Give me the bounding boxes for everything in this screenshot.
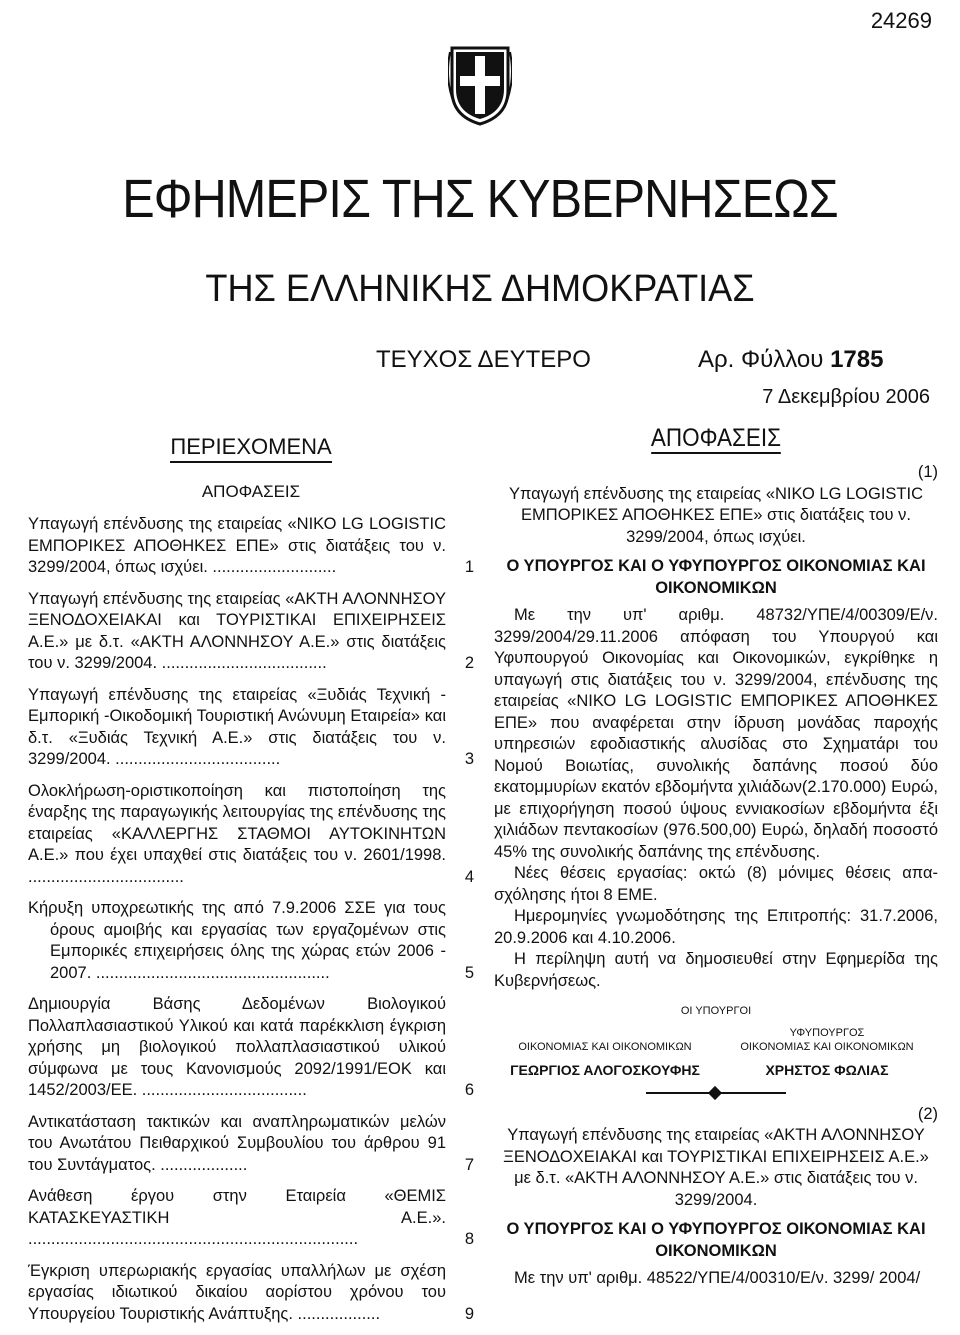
- toc-entry[interactable]: Ανάθεση έργου στην Εταιρεία «ΘΕΜΙΣ ΚΑΤΑΣΚΕΥΑΣΤΙΚΗ Α.Ε.». ........................................................................ 8: [28, 1187, 474, 1248]
- greek-coat-of-arms-icon: [448, 42, 512, 126]
- decision-paragraph: Με την υπ' αριθμ. 48522/ΥΠΕ/4/00310/Ε/ν. 3299/ 2004/: [514, 1269, 921, 1287]
- toc-entry[interactable]: Υπαγωγή επένδυσης της εταιρείας «Ξυδιάς Τεχνική ‑ Εμπορική ‑Οικοδομική Τουριστική Ανώνυμη Εταιρεία» και δ.τ. «Ξυδιάς Τεχνική Α.Ε.» στις διατάξεις του ν. 3299/2004. .................................... 3: [28, 685, 474, 768]
- page-number: 24269: [870, 8, 932, 33]
- signer-name: ΧΡΗΣΤΟΣ ΦΩΛΙΑΣ: [765, 1062, 889, 1078]
- toc-entry[interactable]: Αντικατάσταση τακτικών και αναπληρωματικών μελών του Ανωτάτου Πειθαρχικού Συμβουλίου του άρθρου 91 του Συντάγματος. ................... 7: [28, 1112, 474, 1174]
- decision-paragraph: Με την υπ' αριθμ. 48732/ΥΠΕ/4/00309/Ε/ν. 3299/2004/29.11.2006 απόφαση του Υπουργού και Υφυπουργού Οικονομίας και Οικονομικών, εγκρίθηκε η υπαγωγή στις διατάξεις του ν. 3299/2004, επένδυσης της εταιρείας «ΝΙΚΟ LG LOGISTIC ΕΜΠΟΡΙΚΕΣ ΑΠΟΘΗΚΕΣ ΕΠΕ» που αναφέρεται στην ίδρυση μονάδας παροχής υπηρεσιών εφοδιαστικής αλυσίδας στο Σχηματάρι του Νομού Βοιωτίας, συνολικής δαπάνης ποσού δύο εκατομμυρίων εκατόν εβδομήντα χιλιάδων(2.170.000) Ευρώ, με επιχορήγηση ποσού ύψους εννιακοσίων εβδομήντα έξι χιλιάδων πεντακοσίων (976.500,00) Ευρώ, δηλαδή ποσοστό 45% της συνολικής δαπάνης της επένδυσης.: [494, 606, 938, 861]
- signature-right: [716, 1026, 938, 1082]
- diamond-ornament-icon: [708, 1085, 722, 1099]
- toc-entry[interactable]: Έγκριση υπερωριακής εργασίας υπαλλήλων με σχέση εργασίας ιδιωτικού δικαίου αορίστου χρόνου του Υπουργείου Τουριστικής Ανάπτυξης. .................. 9: [28, 1261, 474, 1323]
- signatures: [494, 1026, 938, 1082]
- gazette-subtitle: ΤΗΣ ΕΛΛΗΝΙΚΗΣ ΔΗΜΟΚΡΑΤΙΑΣ: [205, 268, 755, 310]
- decision-number: (2): [917, 1104, 938, 1123]
- decision-paragraph: Η περίληψη αυτή να δημοσιευθεί στην Εφημερίδα της Κυβερνήσεως.: [494, 950, 938, 990]
- decision-paragraph: Νέες θέσεις εργασίας: οκτώ (8) μόνιμες θέσεις απασχόλησης ήτοι 8 ΕΜΕ.: [494, 864, 938, 904]
- toc-entry[interactable]: Υπαγωγή επένδυσης της εταιρείας «ΝΙΚΟ LG LOGISTIC ΕΜΠΟΡΙΚΕΣ ΑΠΟΘΗΚΕΣ ΕΠΕ» στις διατάξεις του ν. 3299/2004, όπως ισχύει. ........................... 1: [28, 515, 474, 576]
- decisions-heading: ΑΠΟΦΑΣΕΙΣ: [650, 424, 782, 452]
- signer-role-top: ΥΦΥΠΟΥΡΓΟΣ: [789, 1027, 865, 1039]
- decision-number: (1): [917, 463, 938, 481]
- signer-role: ΟΙΚΟΝΟΜΙΑΣ ΚΑΙ ΟΙΚΟΝΟΜΙΚΩΝ: [518, 1041, 692, 1053]
- decision-paragraph: Ημερομηνίες γνωμοδότησης της Επιτροπής: 31.7.2006, 20.9.2006 και 4.10.2006.: [494, 907, 938, 947]
- sheet-value: 1785: [830, 346, 884, 373]
- toc-entry[interactable]: Δημιουργία Βάσης Δεδομένων Βιολογικού Πολλαπλασιαστικού Υλικού και κατά παρέκκλιση έγκριση χρήσης μη βιολογικού πολλαπλασιαστικού υλικού σύμφωνα με τους Κανονισμούς 2092/1991/ΕΟΚ και 1452/2003/ΕΕ. .................................... 6: [28, 995, 474, 1099]
- decision-authority: Ο ΥΠΟΥΡΓΟΣ ΚΑΙ Ο ΥΦΥΠΟΥΡΓΟΣ ΟΙΚΟΝΟΜΙΑΣ ΚΑΙ ΟΙΚΟΝΟΜΙΚΩΝ: [506, 557, 926, 597]
- sheet-number: [698, 346, 883, 374]
- signer-role: ΟΙΚΟΝΟΜΙΑΣ ΚΑΙ ΟΙΚΟΝΟΜΙΚΩΝ: [740, 1041, 914, 1053]
- toc-entry[interactable]: Ολοκλήρωση‑οριστικοποίηση και πιστοποίηση της έναρξης της παραγωγικής λειτουργίας της επένδυσης της εταιρείας «ΚΑΛΛΕΡΓΗΣ ΣΤΑΘΜΟΙ ΑΥΤΟΚΙΝΗΤΩΝ Α.Ε.» που έχει υπαχθεί στις διατάξεις του ν. 2601/1998. .................................. 4: [28, 781, 474, 886]
- ministers-label: ΟΙ ΥΠΟΥΡΓΟΙ: [680, 1005, 752, 1017]
- sheet-prefix: Αρ. Φύλλου: [698, 346, 824, 373]
- signer-name: ΓΕΩΡΓΙΟΣ ΑΛΟΓΟΣΚΟΥΦΗΣ: [510, 1062, 700, 1078]
- decision-title: Υπαγωγή επένδυσης της εταιρείας «ΝΙΚΟ LG LOGISTIC ΕΜΠΟΡΙΚΕΣ ΑΠΟΘΗΚΕΣ ΕΠΕ» στις διατάξεις του ν. 3299/2004, όπως ισχύει.: [508, 484, 924, 546]
- decision-body: [494, 462, 938, 1290]
- decision-authority: Ο ΥΠΟΥΡΓΟΣ ΚΑΙ Ο ΥΦΥΠΟΥΡΓΟΣ ΟΙΚΟΝΟΜΙΑΣ ΚΑΙ ΟΙΚΟΝΟΜΙΚΩΝ: [506, 1220, 926, 1260]
- toc-title: ΠΕΡΙΕΧΟΜΕΝΑ: [28, 434, 474, 460]
- table-of-contents: [28, 514, 474, 1335]
- gazette-title: ΕΦΗΜΕΡΙΣ ΤΗΣ ΚΥΒΕΡΝΗΣΕΩΣ: [122, 169, 838, 229]
- issue-label: ΤΕΥΧΟΣ ΔΕΥΤΕΡΟ: [376, 346, 591, 373]
- toc-entry[interactable]: Υπαγωγή επένδυσης της εταιρείας «ΑΚΤΗ ΑΛΟΝΝΗΣΟΥ ΞΕΝΟΔΟΧΕΙΑΚΑΙ και ΤΟΥΡΙΣΤΙΚΑΙ ΕΠΙΧΕΙΡΗΣΕΙΣ Α.Ε.» με δ.τ. «ΑΚΤΗ ΑΛΟΝΝΗΣΟΥ Α.Ε.» στις διατάξεις του ν. 3299/2004. .................................... 2: [28, 589, 474, 672]
- toc-section-title: ΑΠΟΦΑΣΕΙΣ: [201, 482, 301, 501]
- toc-entry[interactable]: Κήρυξη υποχρεωτικής της από 7.9.2006 ΣΣΕ για τους όρους αμοιβής και εργασίας των εργαζομένων στις Εμπορικές επιχειρήσεις όλης της χώρας ετών 2006 ‑ 2007. ................................................... 5: [28, 899, 474, 982]
- signature-left: [494, 1026, 716, 1082]
- section-divider: [646, 1092, 786, 1094]
- decision-title: Υπαγωγή επένδυσης της εταιρείας «ΑΚΤΗ ΑΛΟΝΝΗΣΟΥ ΞΕΝΟΔΟΧΕΙΑΚΑΙ και ΤΟΥΡΙΣΤΙΚΑΙ ΕΠΙΧΕΙΡΗΣΕΙΣ Α.Ε.» με δ.τ. «ΑΚΤΗ ΑΛΟΝΝΗΣΟΥ Α.Ε.» στις διατάξεις του ν. 3299/2004.: [503, 1126, 929, 1209]
- issue-date: 7 Δεκεμβρίου 2006: [762, 386, 930, 408]
